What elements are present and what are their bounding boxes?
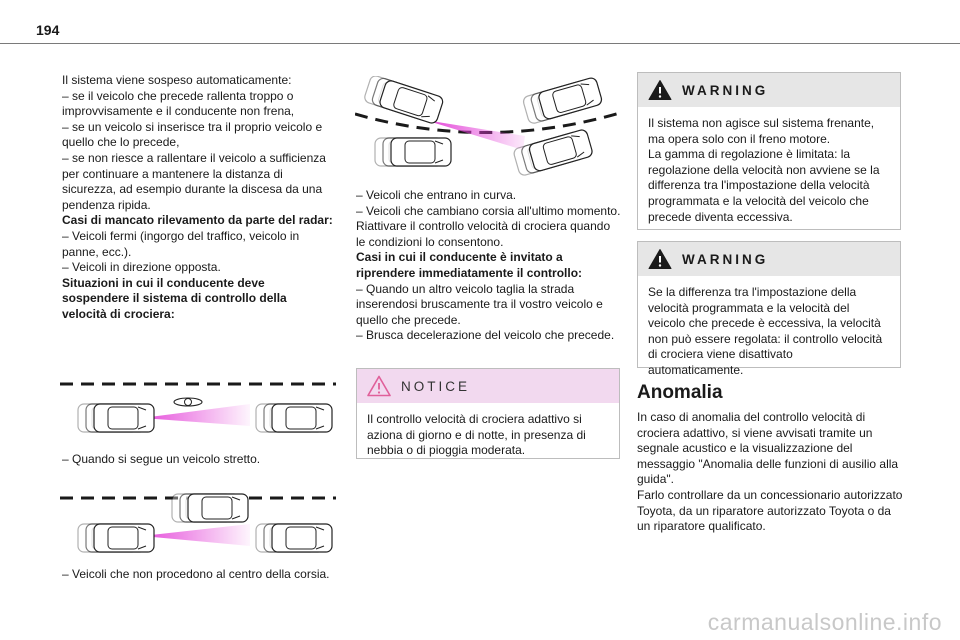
warning-label-1: WARNING — [682, 82, 769, 98]
warning-box-2 — [637, 241, 901, 377]
lane-line — [355, 112, 623, 133]
radar-undetected-heading: Casi di mancato rilevamento da parte del radar: — [62, 213, 333, 228]
notice-label: NOTICE — [401, 378, 471, 394]
car-icon — [272, 524, 332, 552]
car-icon — [272, 404, 332, 432]
notice-text: Il controllo velocità di crociera adattivo si aziona di giorno e di notte, in presenza di nebbia o di pioggia moderata. — [367, 412, 586, 458]
notice-triangle-icon — [367, 375, 391, 397]
header-divider — [0, 43, 960, 44]
motorbike-icon — [174, 398, 202, 406]
notice-box — [356, 368, 620, 459]
caption-off-centre: – Veicoli che non procedono al centro della corsia. — [62, 567, 330, 581]
curve-lane-change-text: – Veicoli che entrano in curva. – Veicoli che cambiano corsia all'ultimo momento. Riattivare il controllo velocità di crociera quando le condizioni lo consentono. — [356, 188, 621, 249]
warning-header-1 — [638, 73, 900, 107]
car-icon — [528, 129, 593, 172]
car-icon — [94, 524, 154, 552]
warning-header-2 — [638, 242, 900, 276]
page-number: 194 — [36, 22, 60, 38]
radar-beam — [142, 404, 250, 426]
resume-control-text: – Quando un altro veicolo taglia la strada inserendosi bruscamente tra il vostro veicolo e quello che precede. – Brusca decelerazione del veicolo che precede. — [356, 281, 615, 343]
column-2 — [356, 188, 622, 344]
watermark: carmanualsonline.info — [707, 609, 942, 635]
notice-header — [357, 369, 619, 403]
car-icon — [188, 494, 248, 522]
section-title-anomalia: Anomalia — [637, 382, 723, 403]
anomalia-text: In caso di anomalia del controllo velocità di crociera adattivo, si viene avvisati tramite un segnale acustico e la visualizzazione del messaggio "Anomalia delle funzioni di ausilio alla guida". Farlo controllare da un concessionario autorizzato Toyota, da un riparatore autorizzato Toyota o da un riparatore qualificato. — [637, 410, 903, 534]
figure-off-centre — [60, 490, 336, 560]
radar-beam — [142, 524, 250, 546]
car-icon — [538, 77, 603, 120]
figure-curve — [355, 76, 623, 180]
car-icon — [391, 138, 451, 166]
warning-label-2: WARNING — [682, 251, 769, 267]
warning-text-1: Il sistema non agisce sul sistema frenante, ma opera solo con il freno motore. La gamma di regolazione è limitata: la regolazione della velocità non avviene se la differenza tra l'impostazione della velocità programmata e la velocità del veicolo che precede diventa eccessiva. — [648, 116, 880, 224]
radar-undetected-text: – Veicoli fermi (ingorgo del traffico, veicolo in panne, ecc.). – Veicoli in direzione opposta. — [62, 228, 300, 275]
car-icon — [378, 79, 444, 124]
caption-narrow-vehicle: – Quando si segue un veicolo stretto. — [62, 452, 261, 466]
resume-control-heading: Casi in cui il conducente è invitato a riprendere immediatamente il controllo: — [356, 250, 583, 280]
auto-suspend-text: Il sistema viene sospeso automaticamente: – se il veicolo che precede rallenta troppo o improvvisamente e il conducente non frena, – se un veicolo si inserisce tra il proprio veicolo e quello che lo precede, – se non riesce a rallentare il veicolo a sufficienza per continuare a mantenere la distanza di sicurezza, ad esempio durante la discesa da una pendenza ripida. — [62, 73, 326, 212]
driver-suspend-heading: Situazioni in cui il conducente deve sospendere il sistema di controllo della velocità di crociera: — [62, 275, 287, 321]
column-1 — [62, 73, 334, 323]
warning-text-2: Se la differenza tra l'impostazione della velocità programmata e la velocità del veicolo che precede è eccessiva, la velocità non può essere regolata: il controllo velocità di crociera viene disattivato automaticamente. — [648, 285, 883, 377]
warning-box-1 — [637, 72, 901, 230]
car-icon — [94, 404, 154, 432]
figure-narrow-vehicle — [60, 378, 336, 446]
warning-triangle-icon — [648, 248, 672, 270]
warning-triangle-icon — [648, 79, 672, 101]
